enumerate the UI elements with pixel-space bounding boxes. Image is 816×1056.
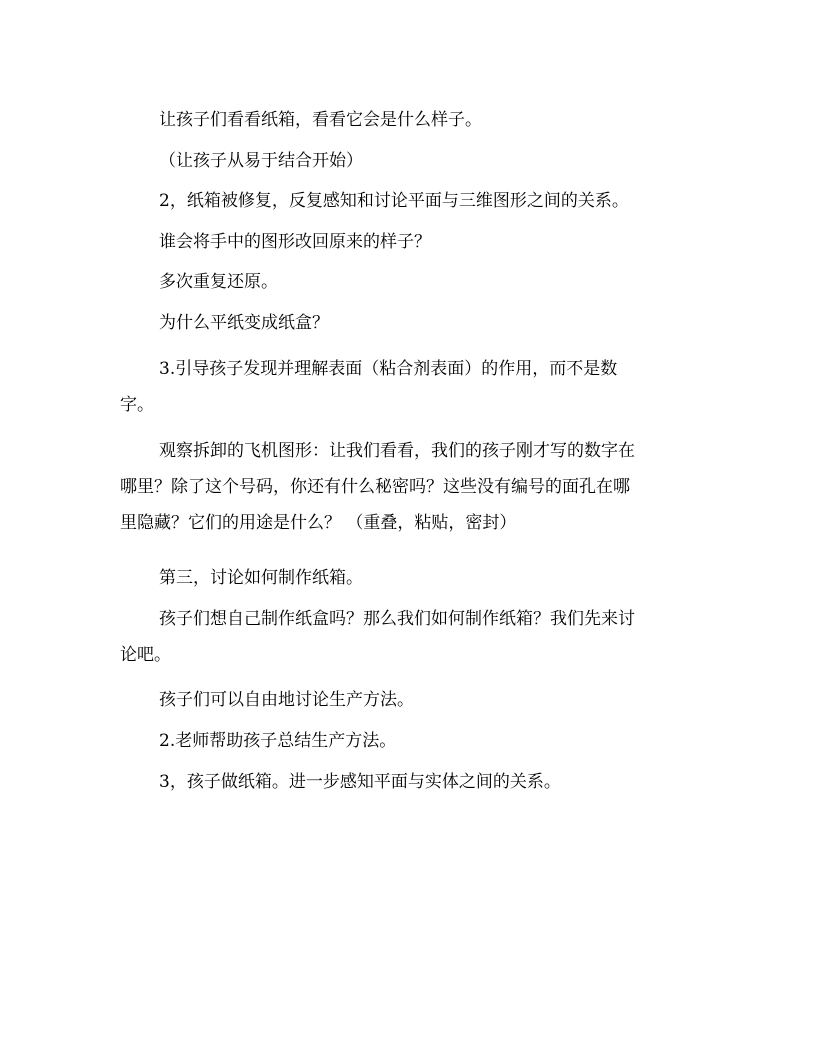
paragraph-8: [120, 433, 719, 541]
paragraph-text: 谁会将手中的图形改回原来的样子？: [159, 232, 431, 252]
paragraph-13: [159, 764, 719, 800]
paragraph-text: （让孩子从易于结合开始）: [159, 151, 363, 171]
paragraph-5: [159, 264, 719, 300]
paragraph-1: [159, 102, 719, 138]
paragraph-6: [159, 305, 719, 341]
paragraph-12: [159, 723, 719, 759]
paragraph-line-1: 观察拆卸的飞机图形：让我们看看，我们的孩子刚才写的数字在: [159, 441, 635, 461]
paragraph-9: [159, 560, 719, 596]
paragraph-7: [120, 351, 719, 423]
paragraph-line-2: 论吧。: [120, 645, 171, 665]
paragraph-text: 2，纸箱被修复，反复感知和讨论平面与三维图形之间的关系。: [159, 191, 629, 211]
paragraph-3: [159, 183, 719, 219]
paragraph-2: [159, 143, 719, 179]
paragraph-line-3: 里隐藏？它们的用途是什么？ （重叠，粘贴，密封）: [120, 513, 517, 533]
paragraph-text: 孩子们可以自由地讨论生产方法。: [159, 690, 414, 710]
paragraph-text: 3，孩子做纸箱。进一步感知平面与实体之间的关系。: [159, 772, 561, 792]
paragraph-4: [159, 224, 719, 260]
paragraph-text: 2.老师帮助孩子总结生产方法。: [159, 731, 397, 751]
paragraph-text: 第三，讨论如何制作纸箱。: [159, 568, 363, 588]
paragraph-text: 让孩子们看看纸箱，看看它会是什么样子。: [159, 110, 482, 130]
paragraph-text: 为什么平纸变成纸盒？: [159, 313, 329, 333]
paragraph-line-2: 字。: [120, 395, 154, 415]
paragraph-11: [159, 682, 719, 718]
paragraph-line-1: 孩子们想自己制作纸盒吗？那么我们如何制作纸箱？我们先来讨: [159, 609, 635, 629]
paragraph-line-2: 哪里？除了这个号码，你还有什么秘密吗？这些没有编号的面孔在哪: [120, 477, 630, 497]
paragraph-10: [120, 601, 719, 673]
paragraph-line-1: 3.引导孩子发现并理解表面（粘合剂表面）的作用，而不是数: [159, 359, 618, 379]
paragraph-text: 多次重复还原。: [159, 272, 278, 292]
